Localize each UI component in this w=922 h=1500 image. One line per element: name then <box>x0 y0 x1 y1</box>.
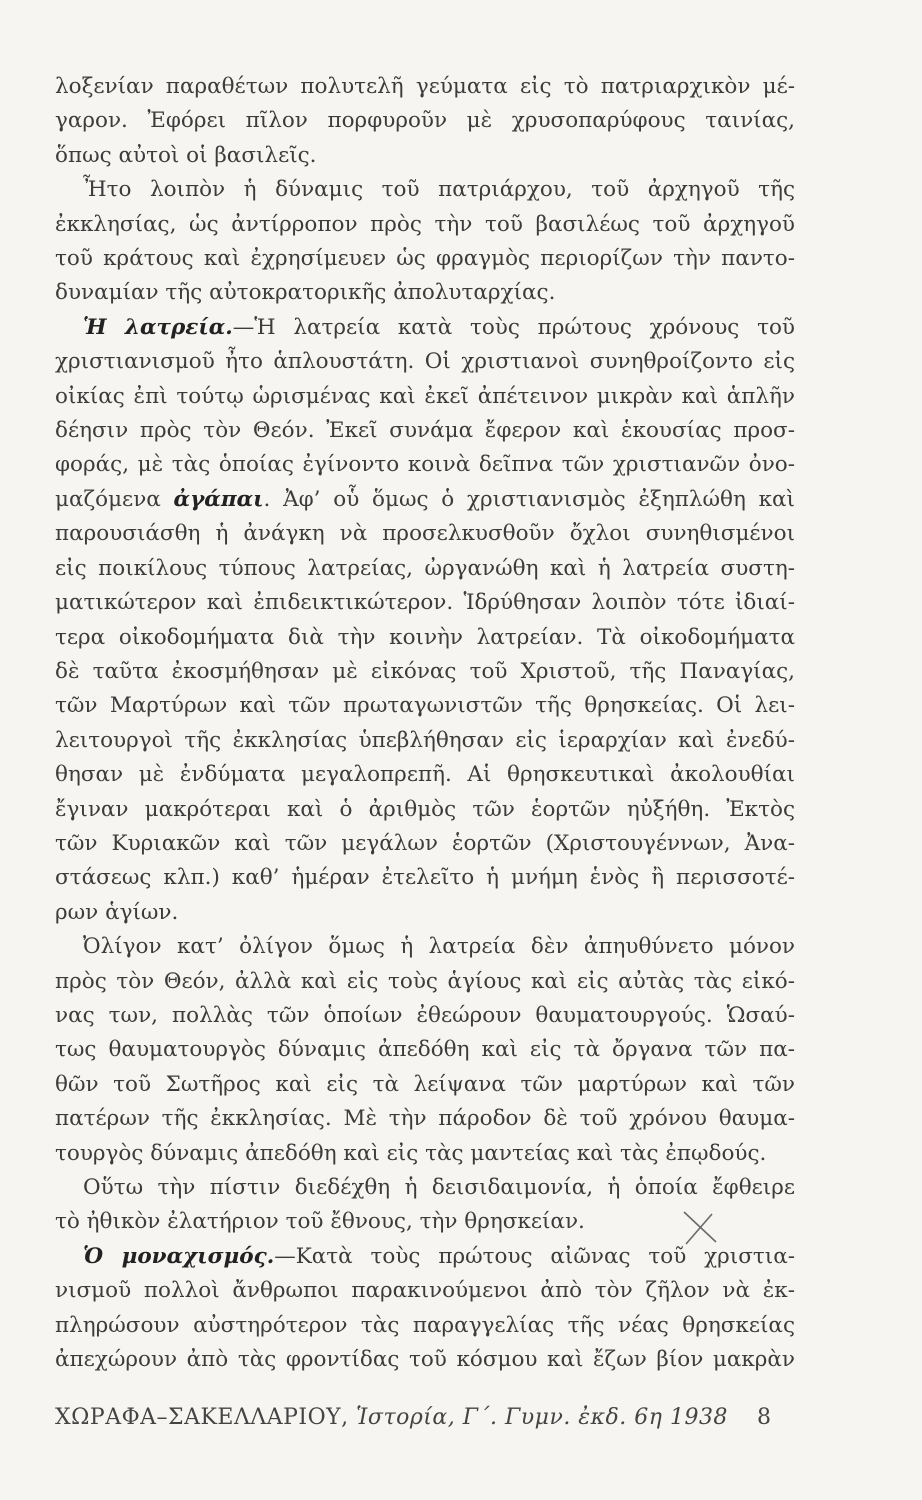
line-text: —Ἡ λατρεία κατὰ τοὺς πρώτους χρόνους τοῦ <box>232 314 795 340</box>
line-text: στάσεως κλπ.) καθ’ ἡμέραν ἐτελεῖτο ἡ μνήμη ἑνὸς ἢ περισσοτέ- <box>55 865 795 891</box>
line-text: Ἦτο λοιπὸν ἡ δύναμις τοῦ πατριάρχου, τοῦ ἀρχηγοῦ τῆς <box>83 177 795 203</box>
line-text: τως θαυματουργὸς δύναμις ἀπεδόθη καὶ εἰς τὰ ὄργανα τῶν πα- <box>55 1037 795 1063</box>
text-line <box>55 930 795 964</box>
line-text: ὅπως αὐτοὶ οἱ βασιλεῖς. <box>55 142 317 168</box>
line-text: φοράς, μὲ τὰς ὁποίας ἐγίνοντο κοινὰ δεῖπνα τῶν χριστιανῶν ὀνο- <box>55 452 795 478</box>
line-text: —Κατὰ τοὺς πρώτους αἰῶνας τοῦ χριστια- <box>274 1243 795 1269</box>
text-line <box>55 1171 795 1205</box>
line-text: εἰς ποικίλους τύπους λατρείας, ὠργανώθη καὶ ἡ λατρεία συστη- <box>55 555 795 581</box>
text-line <box>55 517 795 551</box>
text-line <box>55 655 795 689</box>
text-line <box>55 965 795 999</box>
footer-authors: ΧΩΡΑΦΑ–ΣΑΚΕΛΛΑΡΙΟΥ, <box>55 1405 357 1430</box>
text-line <box>55 861 795 895</box>
body-text <box>55 70 795 1377</box>
section-heading: Ὁ μοναχισμός. <box>83 1243 275 1269</box>
line-text: νας των, πολλὰς τῶν ὁποίων ἐθεώρουν θαυματουργούς. Ὡσαύ- <box>55 1002 795 1028</box>
line-text: παρουσιάσθη ἡ ἀνάγκη νὰ προσελκυσθοῦν ὄχλοι συνηθισμένοι <box>55 521 795 547</box>
text-line <box>55 139 795 173</box>
text-line <box>55 1309 795 1343</box>
text-line <box>55 552 795 586</box>
text-line <box>55 1033 795 1067</box>
page-footer <box>55 1405 825 1430</box>
line-text: ρων ἁγίων. <box>55 899 179 925</box>
line-text: Οὕτω τὴν πίστιν διεδέχθη ἡ δεισιδαιμονία, ἡ ὁποία ἔφθειρε <box>83 1175 795 1200</box>
text-line <box>55 448 795 482</box>
line-text: γαρον. Ἐφόρει πῖλον πορφυροῦν μὲ χρυσοπαρύφους ταινίας, <box>55 108 795 134</box>
page-number: 8 <box>756 1405 772 1430</box>
line-text: νισμοῦ πολλοὶ ἄνθρωποι παρακινούμενοι ἀπὸ τὸν ζῆλον νὰ ἐκ- <box>55 1278 795 1304</box>
text-line <box>55 999 795 1033</box>
line-text: ἔγιναν μακρότεραι καὶ ὁ ἀριθμὸς τῶν ἑορτῶν ηὐξήθη. Ἐκτὸς <box>55 796 795 822</box>
text-line <box>55 793 795 827</box>
text-line <box>55 896 795 930</box>
text-line <box>55 414 795 448</box>
text-line <box>55 242 795 276</box>
text-line <box>55 758 795 792</box>
text-line <box>55 1343 795 1377</box>
line-text: τερα οἰκοδομήματα διὰ τὴν κοινὴν λατρείαν. Τὰ οἰκοδομήματα <box>55 624 795 650</box>
line-text: λοξενίαν παραθέτων πολυτελῆ γεύματα εἰς τὸ πατριαρχικὸν μέ- <box>55 74 795 99</box>
text-line <box>55 1068 795 1102</box>
line-text: δὲ ταῦτα ἐκοσμήθησαν μὲ εἰκόνας τοῦ Χριστοῦ, τῆς Παναγίας, <box>55 658 795 684</box>
footer-book-title: Ἱστορία, Γ΄. Γυμν. ἐκδ. 6η 1938 <box>356 1405 728 1430</box>
text-line <box>55 827 795 861</box>
text-line <box>55 724 795 758</box>
pencil-mark-icon <box>680 1208 720 1250</box>
text-line <box>55 208 795 242</box>
line-text: πατέρων τῆς ἐκκλησίας. Μὲ τὴν πάροδον δὲ τοῦ χρόνου θαυμα- <box>55 1106 795 1132</box>
line-text: οἰκίας ἐπὶ τούτῳ ὡρισμένας καὶ ἐκεῖ ἀπέτεινον μικρὰν καὶ ἁπλῆν <box>55 383 795 409</box>
line-text: πληρώσουν αὐστηρότερον τὰς παραγγελίας τῆς νέας θρησκείας <box>55 1312 795 1338</box>
line-text: . Ἀφ’ οὗ ὅμως ὁ χριστιανισμὸς ἐξηπλώθη καὶ <box>263 486 795 512</box>
text-line <box>55 586 795 620</box>
line-text: ματικώτερον καὶ ἐπιδεικτικώτερον. Ἱδρύθησαν λοιπὸν τότε ἰδιαί- <box>55 590 795 616</box>
text-line <box>55 276 795 310</box>
text-line <box>55 1102 795 1136</box>
emphasized-term: ἀγάπαι <box>173 486 264 512</box>
text-line <box>55 689 795 723</box>
section-heading: Ἡ λατρεία. <box>83 314 233 340</box>
line-text: ἐκκλησίας, ὡς ἀντίρροπον πρὸς τὴν τοῦ βασιλέως τοῦ ἀρχηγοῦ <box>55 211 795 237</box>
line-text: λειτουργοὶ τῆς ἐκκλησίας ὑπεβλήθησαν εἰς ἱεραρχίαν καὶ ἐνεδύ- <box>55 727 795 753</box>
line-text: τῶν Μαρτύρων καὶ τῶν πρωταγωνιστῶν τῆς θρησκείας. Οἱ λει- <box>55 693 795 719</box>
line-text: δυναμίαν τῆς αὐτοκρατορικῆς ἀπολυταρχίας. <box>55 280 556 306</box>
line-text-prefix: μαζόμενα <box>55 486 174 512</box>
text-line <box>55 173 795 207</box>
text-line <box>55 1274 795 1308</box>
line-text: ἀπεχώρουν ἀπὸ τὰς φροντίδας τοῦ κόσμου καὶ ἔζων βίον μακρὰν <box>55 1347 795 1373</box>
line-text: θῶν τοῦ Σωτῆρος καὶ εἰς τὰ λείψανα τῶν μαρτύρων καὶ τῶν <box>55 1071 795 1097</box>
line-text: χριστιανισμοῦ ἦτο ἁπλουστάτη. Οἱ χριστιανοὶ συνηθροίζοντο εἰς <box>55 349 795 375</box>
text-line <box>55 70 795 104</box>
line-text: τοῦ κράτους καὶ ἐχρησίμευεν ὡς φραγμὸς περιορίζων τὴν παντο- <box>55 246 795 272</box>
line-text: δέησιν πρὸς τὸν Θεόν. Ἐκεῖ συνάμα ἔφερον καὶ ἑκουσίας προσ- <box>55 418 795 444</box>
text-line <box>55 1137 795 1171</box>
text-line <box>55 104 795 138</box>
text-line <box>55 345 795 379</box>
line-text: τουργὸς δύναμις ἀπεδόθη καὶ εἰς τὰς μαντείας καὶ τὰς ἐπῳδούς. <box>55 1140 767 1166</box>
text-line <box>55 483 795 517</box>
line-text: τῶν Κυριακῶν καὶ τῶν μεγάλων ἑορτῶν (Χριστουγέννων, Ἀνα- <box>55 830 795 856</box>
text-line <box>55 621 795 655</box>
line-text: πρὸς τὸν Θεόν, ἀλλὰ καὶ εἰς τοὺς ἁγίους καὶ εἰς αὐτὰς τὰς εἰκό- <box>55 968 795 994</box>
text-line <box>55 311 795 345</box>
line-text: τὸ ἠθικὸν ἐλατήριον τοῦ ἔθνους, τὴν θρησκείαν. <box>55 1209 585 1235</box>
line-text: θησαν μὲ ἐνδύματα μεγαλοπρεπῆ. Αἱ θρησκευτικαὶ ἀκολουθίαι <box>55 762 795 788</box>
text-line <box>55 380 795 414</box>
line-text: Ὀλίγον κατ’ ὀλίγον ὅμως ἡ λατρεία δὲν ἀπηυθύνετο μόνον <box>83 934 795 960</box>
